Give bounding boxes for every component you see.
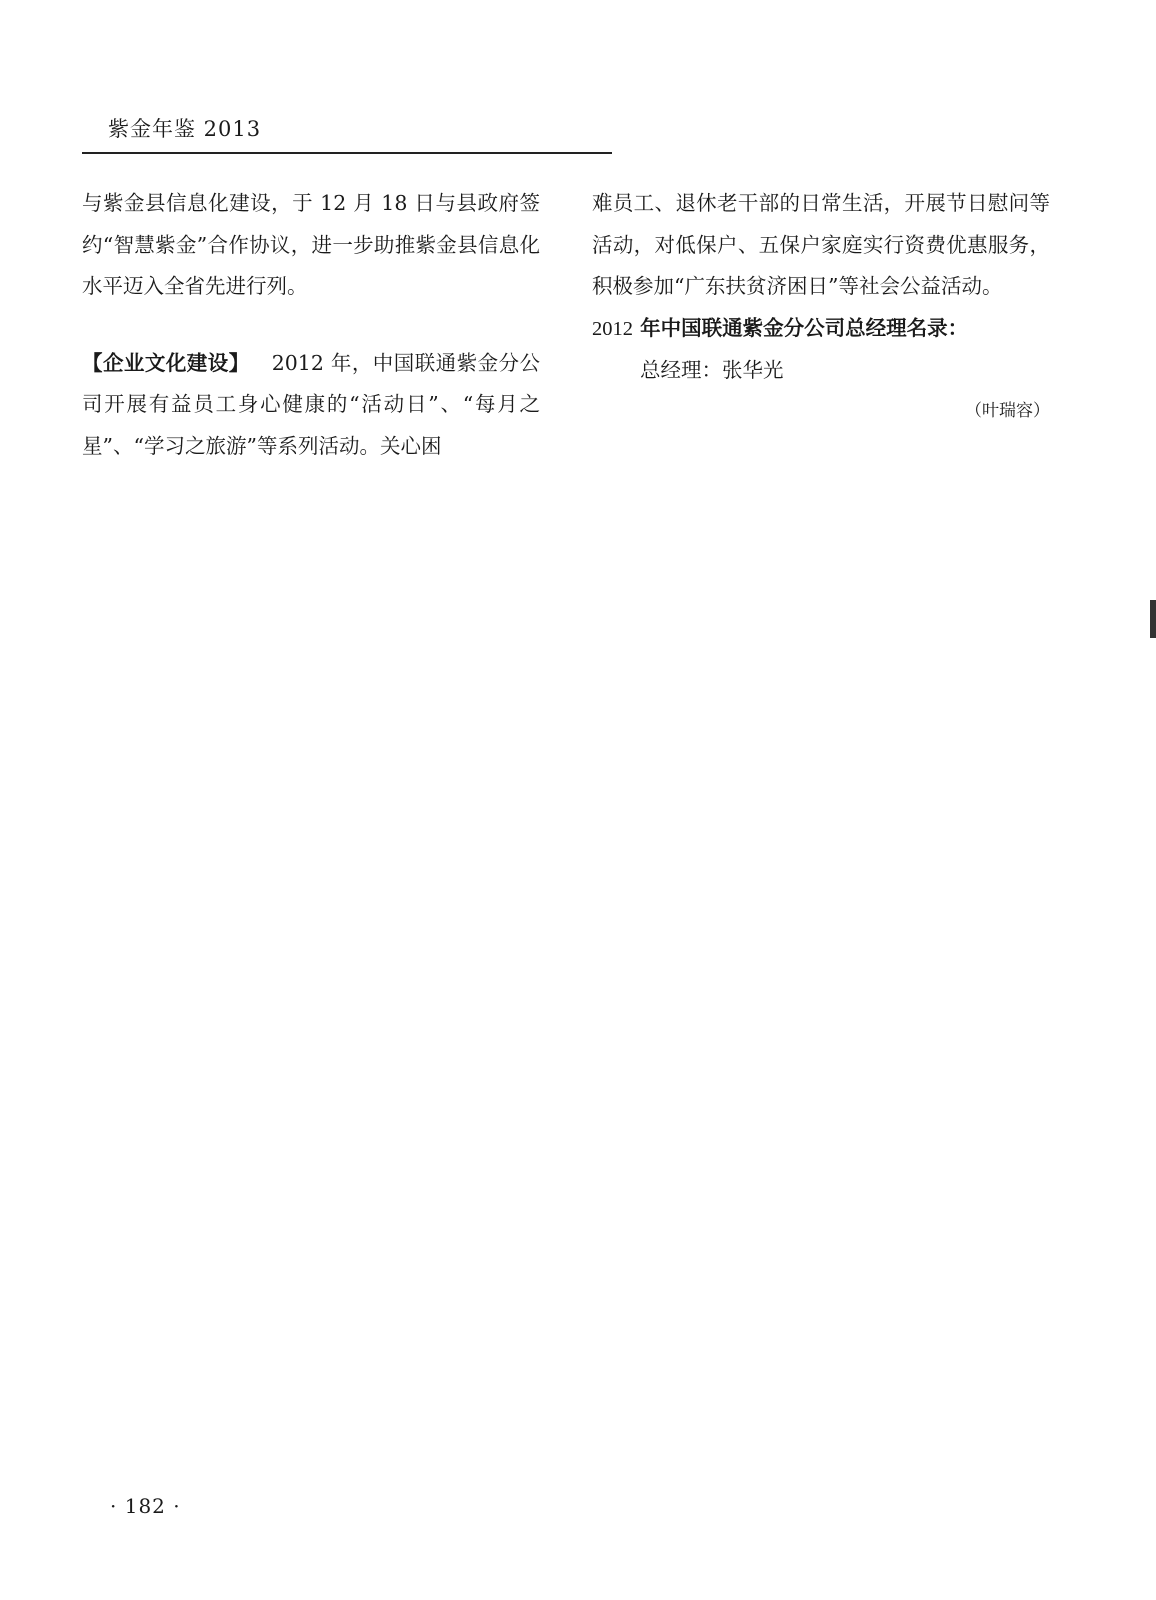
header-rule (82, 152, 612, 154)
running-header: 紫金年鉴 2013 (108, 117, 262, 141)
author-byline: （叶瑞容） (965, 400, 1050, 421)
section-heading: 【企业文化建设】 (82, 350, 250, 375)
paragraph-informatization: 与紫金县信息化建设，于 12 月 18 日与县政府签约“智慧紫金”合作协议，进一步助推紫金县信息化水平迈入全省先进行列。 (82, 191, 540, 298)
corporate-culture-text: 2012 年，中国联通紫金分公司开展有益员工身心健康的“活动日”、“每月之星”、“学习之旅游”等系列活动。关心困 (82, 350, 541, 458)
paragraph-gap (82, 308, 540, 343)
roster-entry: 总经理：张华光 (640, 358, 784, 382)
roster-title-text: 年中国联通紫金分公司总经理名录： (640, 315, 969, 340)
roster-year: 2012 (592, 317, 633, 340)
paragraph-continued: 难员工、退休老干部的日常生活，开展节日慰问等活动，对低保户、五保户家庭实行资费优惠服务，积极参加“广东扶贫济困日”等社会公益活动。 (592, 191, 1050, 298)
roster-title (592, 308, 1050, 351)
paragraph-corporate-culture (82, 343, 540, 468)
left-column (82, 183, 540, 467)
page-number: · 182 · (110, 1494, 181, 1518)
right-column (592, 183, 1050, 430)
scan-edge-mark (1150, 600, 1156, 638)
